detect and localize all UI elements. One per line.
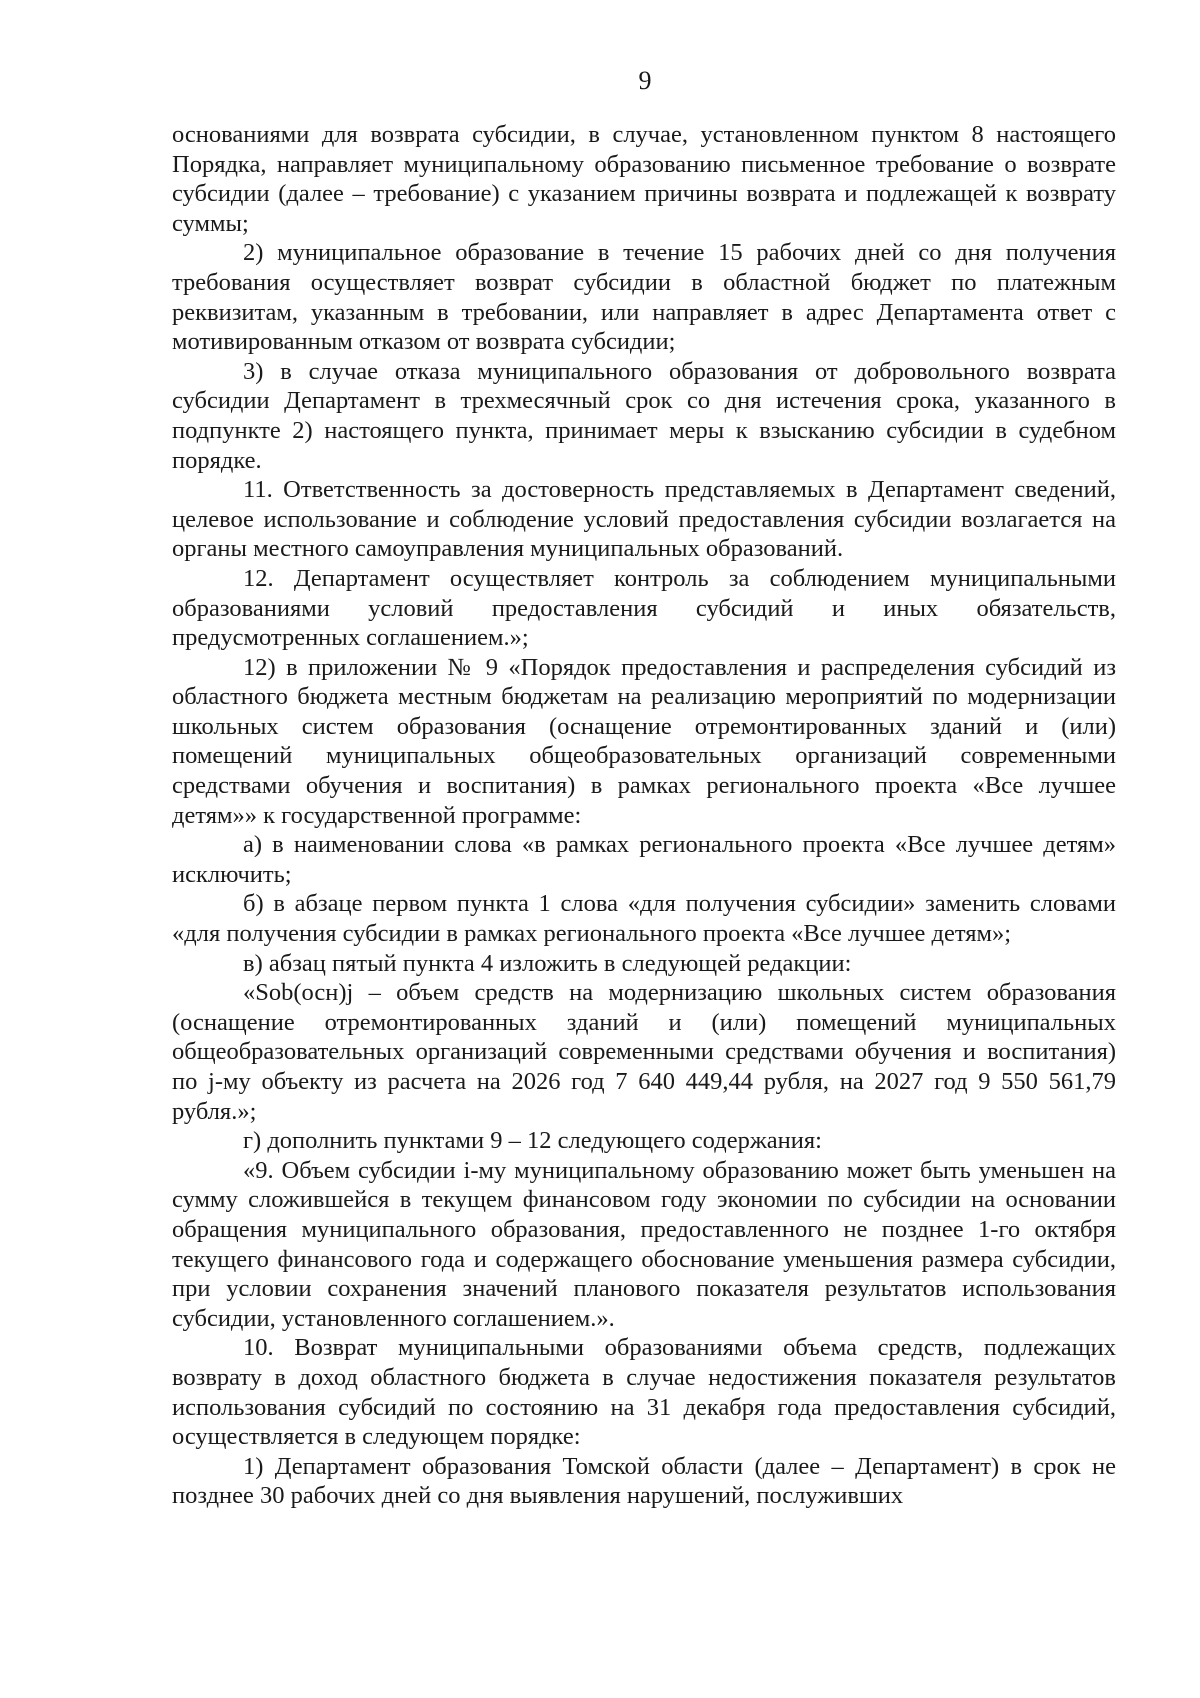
body-text bbox=[172, 120, 1116, 1511]
paragraph-14: 1) Департамент образования Томской области (далее – Департамент) в срок не позднее 30 рабочих дней со дня выявления нарушений, послуживших bbox=[172, 1452, 1116, 1510]
paragraph-13: 10. Возврат муниципальными образованиями объема средств, подлежащих возврату в доход областного бюджета в случае недостижения показателя результатов использования субсидий по состоянию на 31 декабря года предоставления субсидий, осуществляется в следующем порядке: bbox=[172, 1334, 1116, 1451]
paragraph-1: основаниями для возврата субсидии, в случае, установленном пунктом 8 настоящего Порядка, направляет муниципальному образованию письменное требование о возврате субсидии (далее – требование) с указанием причины возврата и подлежащей к возврату суммы; bbox=[172, 121, 1116, 237]
paragraph-7: а) в наименовании слова «в рамках регионального проекта «Все лучшее детям» исключить; bbox=[172, 831, 1116, 888]
paragraph-2: 2) муниципальное образование в течение 15 рабочих дней со дня получения требования осуществляет возврат субсидии в областной бюджет по платежным реквизитам, указанным в требовании, или направляет в адрес Департамента ответ с мотивированным отказом от возврата субсидии; bbox=[172, 239, 1116, 356]
paragraph-3: 3) в случае отказа муниципального образования от добровольного возврата субсидии Департамент в трехмесячный срок со дня истечения срока, указанного в подпункте 2) настоящего пункта, принимает меры к взысканию субсидии в судебном порядке. bbox=[172, 357, 1116, 474]
paragraph-6: 12) в приложении № 9 «Порядок предоставления и распределения субсидий из областного бюджета местным бюджетам на реализацию мероприятий по модернизации школьных систем образования (оснащение отремонтированных зданий и (или) помещений муниципальных общеобразовательных организаций современными средствами обучения и воспитания) в рамках регионального проекта «Все лучшее детям»» к государственной программе: bbox=[172, 653, 1116, 829]
paragraph-11: г) дополнить пунктами 9 – 12 следующего содержания: bbox=[243, 1127, 822, 1155]
paragraph-4: 11. Ответственность за достоверность представляемых в Департамент сведений, целевое использование и соблюдение условий предоставления субсидии возлагается на органы местного самоуправления муниципальных образований. bbox=[172, 476, 1116, 563]
paragraph-10: «Sob(осн)j – объем средств на модернизацию школьных систем образования (оснащение отремонтированных зданий и (или) помещений муниципальных общеобразовательных организаций современными средствами обучения и воспитания) по j-му объекту из расчета на 2026 год 7 640 449,44 рубля, на 2027 год 9 550 561,79 рубля.»; bbox=[172, 979, 1116, 1125]
paragraph-9: в) абзац пятый пункта 4 изложить в следующей редакции: bbox=[243, 949, 852, 977]
paragraph-5: 12. Департамент осуществляет контроль за соблюдением муниципальными образованиями условий предоставления субсидий и иных обязательств, предусмотренных соглашением.»; bbox=[172, 564, 1116, 652]
paragraph-12: «9. Объем субсидии i-му муниципальному образованию может быть уменьшен на сумму сложившейся в текущем финансовом году экономии по субсидии на основании обращения муниципального образования, предоставленного не позднее 1-го октября текущего финансового года и содержащего обоснование уменьшения размера субсидии, при условии сохранения значений планового показателя результатов использования субсидии, установленного соглашением.». bbox=[172, 1156, 1116, 1332]
page-number: 9 bbox=[638, 66, 652, 95]
paragraph-8: б) в абзаце первом пункта 1 слова «для получения субсидии» заменить словами «для получения субсидии в рамках регионального проекта «Все лучшее детям»; bbox=[172, 890, 1116, 948]
